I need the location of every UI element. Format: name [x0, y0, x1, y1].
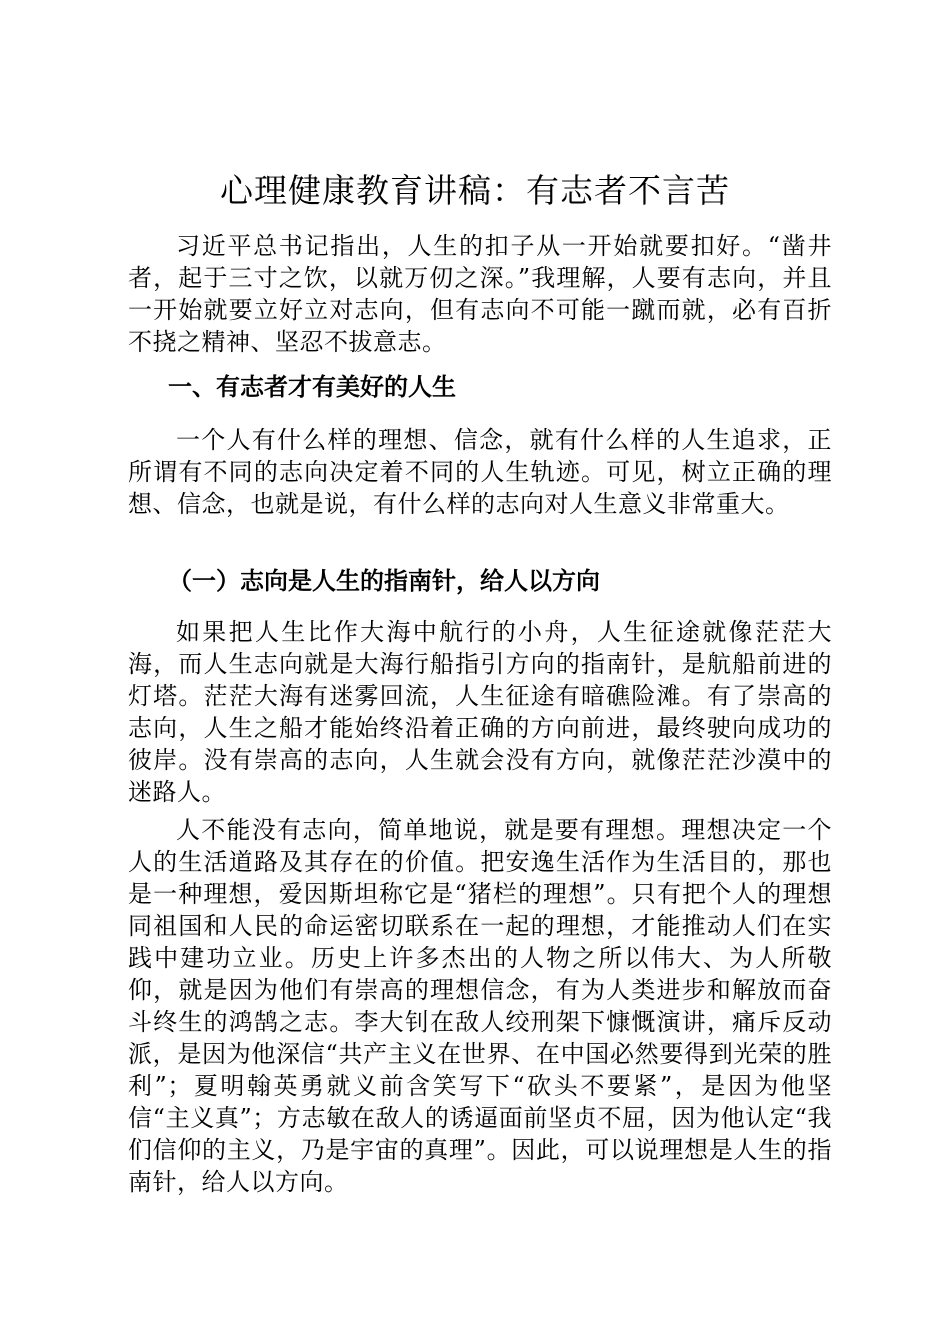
- subsection1-paragraph-2: 人不能没有志向，简单地说，就是要有理想。理想决定一个人的生活道路及其存在的价值。把安逸生活作为生活目的，那也是一种理想，爱因斯坦称它是“猪栏的理想”。只有把个人的理想同祖国和人民的命运密切联系在一起的理想，才能推动人们在实践中建功立业。历史上许多杰出的人物之所以伟大、为人所敬仰，就是因为他们有崇高的理想信念，有为人类进步和解放而奋斗终生的鸿鹄之志。李大钊在敌人绞刑架下慷慨演讲，痛斥反动派，是因为他深信“共产主义在世界、在中国必然要得到光荣的胜利”；夏明翰英勇就义前含笑写下“砍头不要紧”，是因为他坚信“主义真”；方志敏在敌人的诱逼面前坚贞不屈，因为他认定“我们信仰的主义，乃是宇宙的真理”。因此，可以说理想是人生的指南针，给人以方向。: [128, 816, 832, 1196]
- subsection-heading-1: （一）志向是人生的指南针，给人以方向: [168, 567, 600, 595]
- intro-paragraph: 习近平总书记指出，人生的扣子从一开始就要扣好。“凿井者，起于三寸之饮，以就万仞之深。”我理解，人要有志向，并且一开始就要立好立对志向，但有志向不可能一蹴而就，必有百折不挠之精神、坚忍不拔意志。: [128, 232, 832, 356]
- document-title: 心理健康教育讲稿：有志者不言苦: [220, 171, 730, 210]
- subsection1-paragraph-1: 如果把人生比作大海中航行的小舟，人生征途就像茫茫大海，而人生志向就是大海行船指引方向的指南针，是航船前进的灯塔。茫茫大海有迷雾回流，人生征途有暗礁险滩。有了崇高的志向，人生之船才能始终沿着正确的方向前进，最终驶向成功的彼岸。没有崇高的志向，人生就会没有方向，就像茫茫沙漠中的迷路人。: [128, 618, 832, 806]
- section-heading-1: 一、有志者才有美好的人生: [168, 373, 456, 401]
- section1-paragraph: 一个人有什么样的理想、信念，就有什么样的人生追求，正所谓有不同的志向决定着不同的人生轨迹。可见，树立正确的理想、信念，也就是说，有什么样的志向对人生意义非常重大。: [128, 426, 832, 518]
